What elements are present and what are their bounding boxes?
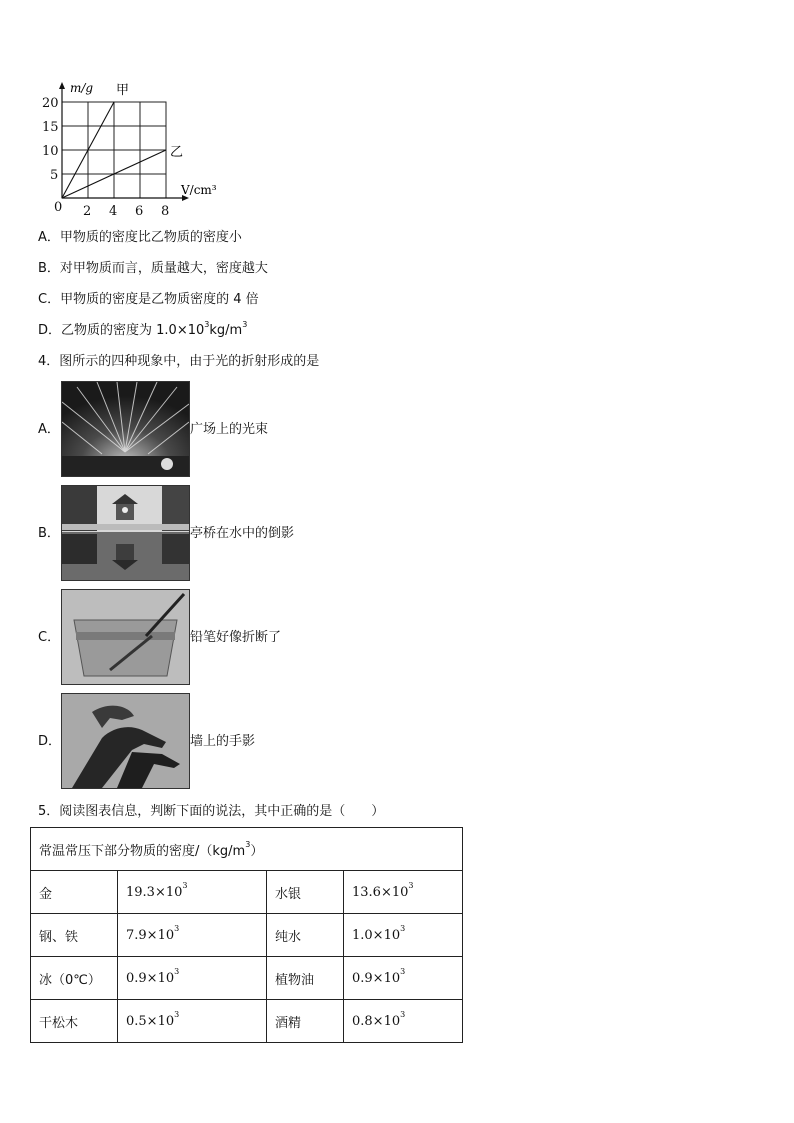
substance-name: 水银	[267, 871, 344, 914]
q4-option-c-caption: 铅笔好像折断了	[190, 630, 282, 645]
substance-name: 钢、铁	[31, 914, 118, 957]
q4-option-c-label: C．	[38, 630, 61, 645]
mass-volume-graph	[30, 78, 230, 218]
density-value: $0.5\times 10^3$	[118, 1000, 267, 1043]
y-axis-label: m/g	[70, 81, 94, 95]
q3-option-b: B．对甲物质而言，质量越大，密度越大	[38, 261, 268, 276]
substance-name: 干松木	[31, 1000, 118, 1043]
table-row	[31, 1000, 463, 1043]
table-title-row	[31, 828, 463, 871]
q4-option-b-caption: 亭桥在水中的倒影	[190, 526, 295, 541]
origin-label: 0	[54, 200, 63, 215]
density-value: $0.9\times 10^3$	[118, 957, 267, 1000]
q3-option-a: A．甲物质的密度比乙物质的密度小	[38, 230, 242, 245]
x-axis-label: V/cm³	[181, 183, 217, 197]
q4-option-d-label: D．	[38, 734, 62, 749]
y-axis-arrow-icon	[59, 82, 65, 89]
x-tick-label: 4	[109, 204, 118, 218]
density-value: $13.6\times 10^3$	[344, 871, 463, 914]
x-tick-label: 6	[135, 204, 144, 218]
exponent: 3	[245, 840, 251, 850]
bent-pencil-photo	[61, 589, 190, 685]
density-value: $19.3\times 10^3$	[118, 871, 267, 914]
density-value: $7.9\times 10^3$	[118, 914, 267, 957]
q4-stem: 4．图所示的四种现象中，由于光的折射形成的是	[38, 354, 320, 369]
table-row	[31, 871, 463, 914]
q4-option-a-caption: 广场上的光束	[190, 422, 269, 437]
q3-option-c: C．甲物质的密度是乙物质密度的 4 倍	[38, 292, 259, 307]
x-tick-label: 8	[161, 204, 170, 218]
unit: kg/m	[209, 323, 243, 338]
substance-name: 冰（0℃）	[31, 957, 118, 1000]
q3-option-d-text: D．乙物质的密度为 1.0×10	[38, 323, 205, 338]
q3-option-d	[38, 319, 248, 340]
substance-name: 纯水	[267, 914, 344, 957]
density-table	[30, 827, 463, 1043]
light-beams-photo	[61, 381, 190, 477]
table-title-end: ）	[250, 843, 264, 859]
q4-option-d-caption: 墙上的手影	[190, 734, 256, 749]
table-title	[31, 828, 463, 871]
table-title-text: 常温常压下部分物质的密度/（kg/m	[39, 843, 246, 859]
hand-shadow-photo	[61, 693, 190, 789]
line-jia-label: 甲	[116, 83, 130, 98]
pavilion-reflection-photo	[61, 485, 190, 581]
graph-grid	[62, 102, 166, 198]
table-row	[31, 957, 463, 1000]
exponent: 3	[204, 319, 210, 329]
y-tick-label: 20	[42, 96, 59, 111]
x-tick-label: 2	[83, 204, 92, 218]
q4-option-b-label: B．	[38, 526, 60, 541]
substance-name: 金	[31, 871, 118, 914]
y-tick-label: 10	[42, 144, 59, 159]
y-tick-label: 5	[50, 168, 59, 183]
substance-name: 酒精	[267, 1000, 344, 1043]
y-tick-label: 15	[42, 120, 59, 135]
line-yi-label: 乙	[170, 145, 184, 160]
density-value: $0.8\times 10^3$	[344, 1000, 463, 1043]
density-value: $1.0\times 10^3$	[344, 914, 463, 957]
q5-stem: 5．阅读图表信息，判断下面的说法，其中正确的是（ ）	[38, 804, 385, 819]
substance-name: 植物油	[267, 957, 344, 1000]
table-row	[31, 914, 463, 957]
density-value: $0.9\times 10^3$	[344, 957, 463, 1000]
exponent: 3	[242, 319, 248, 329]
q4-option-a-label: A．	[38, 422, 60, 437]
